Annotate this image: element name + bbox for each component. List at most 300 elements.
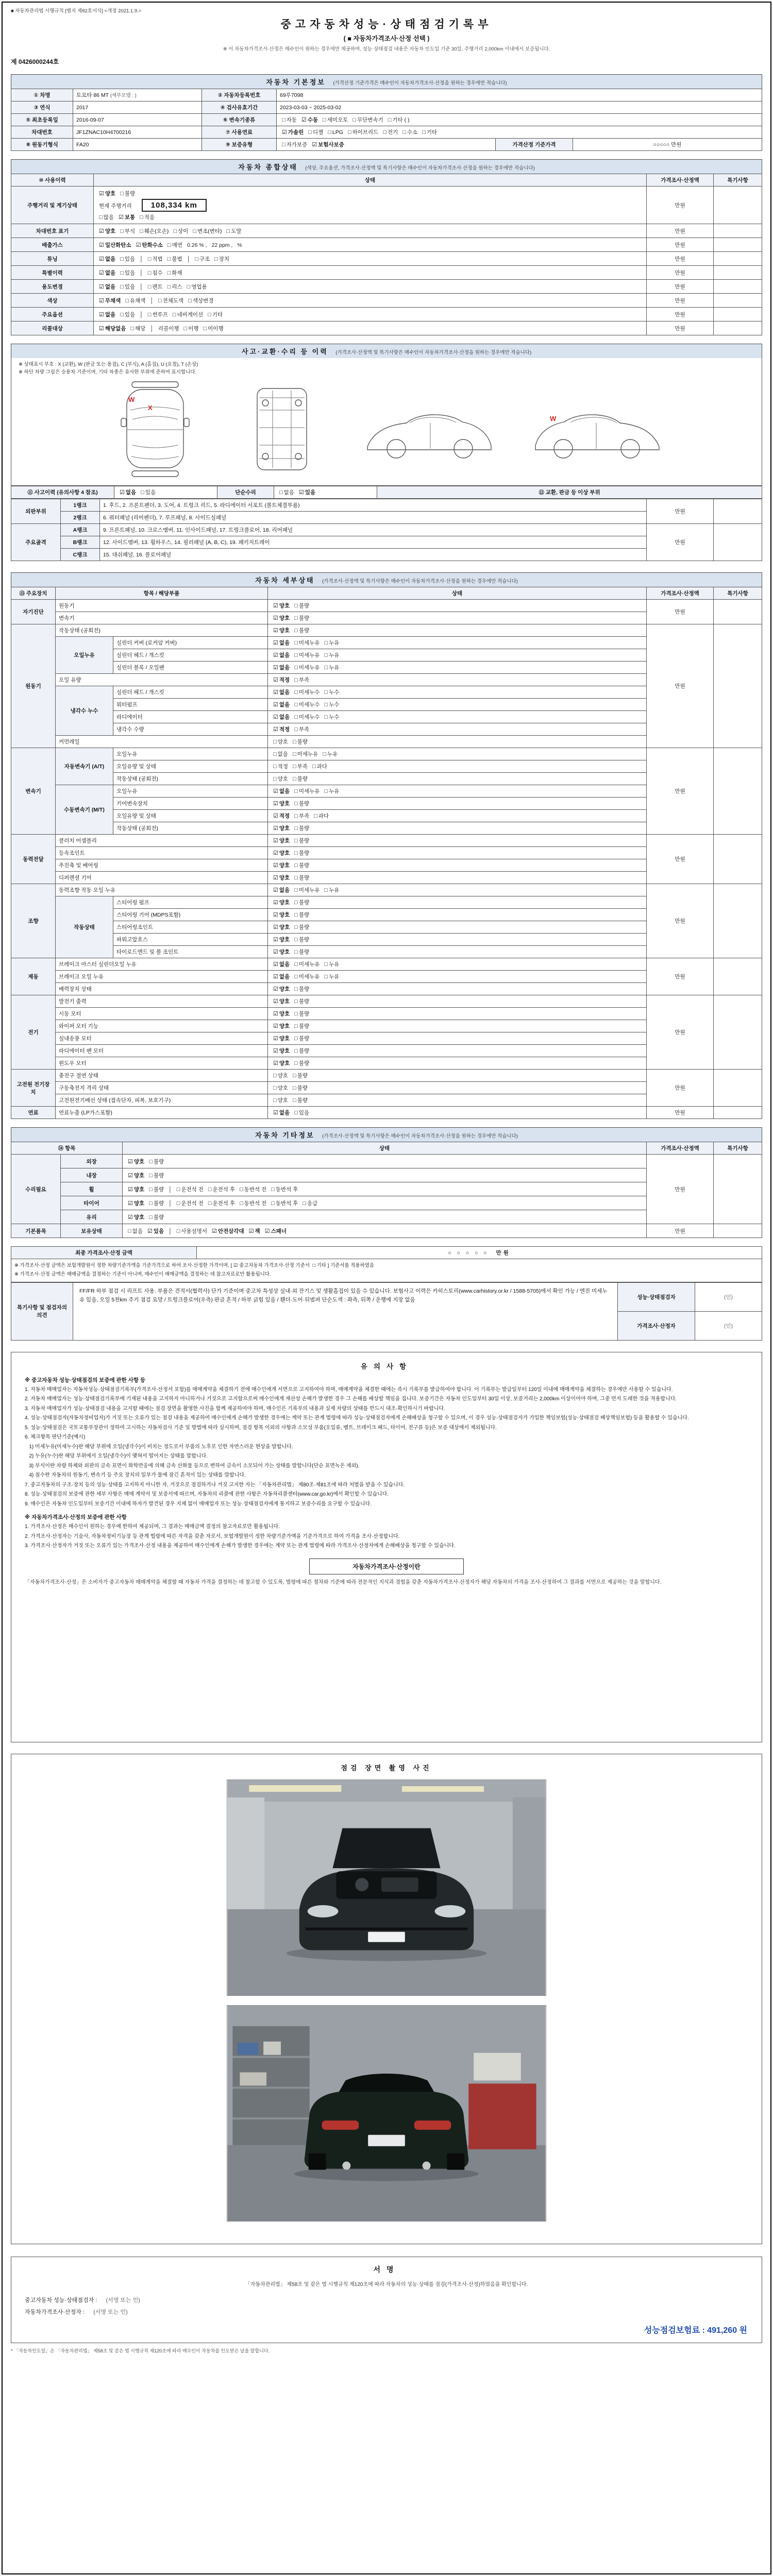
checkbox-매연[interactable]: □ 매연	[167, 242, 182, 248]
check-group	[273, 702, 344, 708]
checkbox-양호[interactable]: ☑ 양호	[128, 1214, 145, 1221]
checkbox-있음[interactable]: □ 있음	[120, 256, 136, 262]
item-state	[268, 798, 647, 810]
checkbox-일산화탄소[interactable]: ☑ 일산화탄소	[99, 242, 131, 248]
checkbox-누유[interactable]: □ 누유	[324, 652, 340, 659]
checkbox-기타[interactable]: □ 기타	[422, 129, 438, 135]
item-state	[268, 723, 647, 736]
checkbox-없음[interactable]: ☑ 없음	[273, 974, 290, 980]
checkbox-네비게이션[interactable]: □ 네비게이션	[172, 311, 204, 318]
checkbox-불량[interactable]: □ 불량	[294, 949, 310, 956]
checkbox-불량[interactable]: □ 불량	[294, 603, 310, 609]
checkbox-양호[interactable]: ☑ 양호	[273, 875, 290, 882]
device-label: 고전원 전기장치	[11, 1070, 56, 1107]
car-diagrams	[19, 376, 754, 481]
checkbox-유채색[interactable]: □ 유채색	[125, 297, 146, 304]
accident-history-row	[11, 486, 762, 499]
checkbox-있음[interactable]: □ 있음	[120, 283, 136, 290]
checkbox-상이[interactable]: □ 상이	[173, 228, 189, 234]
checkbox-양호[interactable]: ☑ 양호	[99, 228, 116, 234]
checkbox-불량[interactable]: □ 불량	[149, 1172, 164, 1179]
checkbox-불량[interactable]: □ 불량	[294, 986, 310, 993]
remark-cell	[714, 1224, 762, 1238]
notice-item: 3) 부식이란 차량 하체와 외판의 금속 표면이 화학반응에 의해 금속 산화물 등으로 변하여 금속이 소모되어 가는 상태를 말합니다(단순 표면녹은 제외).	[25, 1463, 360, 1469]
simple-repair-label: 단순수리	[217, 486, 274, 499]
car-top-frame-diagram	[230, 380, 333, 478]
checkbox-없음[interactable]: ☑ 없음	[273, 1110, 290, 1116]
checkbox-불량[interactable]: □ 불량	[120, 190, 136, 197]
checkbox-불량[interactable]: □ 불량	[294, 838, 310, 844]
price-cell: 만원	[647, 958, 714, 995]
checkbox-양호[interactable]: ☑ 양호	[273, 615, 290, 622]
checkbox-누유[interactable]: □ 누유	[324, 665, 340, 671]
check-group	[128, 1159, 169, 1165]
text-token: │	[140, 311, 143, 318]
checkbox-불량[interactable]: □ 불량	[294, 1060, 310, 1067]
checkbox-누유[interactable]: □ 누유	[323, 751, 338, 758]
check-group	[273, 689, 344, 696]
item-label: 라디에이터 팬 모터	[56, 1045, 268, 1057]
check-group	[273, 1110, 314, 1116]
checkbox-불량[interactable]: □ 불량	[294, 850, 310, 857]
checkbox-적정[interactable]: ☑ 적정	[273, 726, 290, 733]
checkbox-양호[interactable]: ☑ 양호	[273, 603, 290, 609]
checkbox-전기[interactable]: □ 전기	[383, 129, 398, 135]
text-token: │	[150, 297, 154, 304]
checkbox-많음[interactable]: □ 많음	[99, 214, 114, 221]
notice-item: 1. 가격조사·산정은 매수인이 원하는 경우에 한하여 제공되며, 그 결과는 매매금액 결정의 참고자료로만 활용됩니다.	[25, 1524, 280, 1530]
checkbox-사용설명서[interactable]: □ 사용설명서	[176, 1228, 208, 1234]
checkbox-양호[interactable]: ☑ 양호	[273, 912, 290, 919]
item-state	[268, 736, 647, 748]
sub-group-label: 작동상태	[56, 896, 113, 958]
state-line	[128, 1226, 643, 1235]
use-history-label: 용도변경	[11, 280, 94, 294]
item-label: 윈도우 모터	[56, 1057, 268, 1070]
checkbox-누유[interactable]: □ 누유	[324, 788, 340, 795]
checkbox-적법[interactable]: □ 적법	[147, 256, 163, 262]
checkbox-미세누유[interactable]: □ 미세누유	[294, 974, 320, 980]
diagram-note-legend: ※ 하단 차량 그림은 승용차 기준이며, 기타 차종은 유사한 부위에 준하여 표시합니다.	[19, 369, 197, 375]
checkbox-렌트[interactable]: □ 렌트	[147, 283, 163, 290]
rank-parts: 9. 프론트패널, 10. 크로스멤버, 11. 인사이드패널, 17. 트렁크플로어, 18. 리어패널	[100, 524, 647, 536]
use-history-label: 차대번호 표기	[11, 224, 94, 238]
checkbox-양호[interactable]: ☑ 양호	[273, 1036, 290, 1042]
checkbox-도말[interactable]: □ 도말	[226, 228, 242, 234]
checkbox-스패너[interactable]: ☑ 스패너	[264, 1228, 287, 1234]
checkbox-색상변경[interactable]: □ 색상변경	[188, 297, 214, 304]
checkbox-동반석-후[interactable]: □ 동반석 후	[271, 1186, 298, 1193]
checkbox-양호[interactable]: □ 양호	[273, 739, 288, 745]
check-group	[273, 1060, 314, 1066]
checkbox-누수[interactable]: □ 누수	[324, 702, 340, 708]
checkbox-양호[interactable]: ☑ 양호	[128, 1172, 145, 1179]
checkbox-동반석-전[interactable]: □ 동반석 전	[240, 1200, 267, 1207]
checkbox-운전석-후[interactable]: □ 운전석 후	[208, 1200, 236, 1207]
checkbox-미세누유[interactable]: □ 미세누유	[294, 887, 320, 894]
checkbox-없음[interactable]: ☑ 없음	[99, 256, 116, 262]
text-token: │	[150, 325, 154, 332]
checkbox-적정[interactable]: □ 적정	[273, 764, 288, 770]
checkbox-양호[interactable]: ☑ 양호	[273, 1060, 290, 1067]
checkbox-미세누수[interactable]: □ 미세누수	[294, 702, 320, 708]
detail-row	[11, 835, 762, 847]
checkbox-하이브리드[interactable]: □ 하이브리드	[347, 129, 379, 135]
checkbox-운전석-전[interactable]: □ 운전석 전	[176, 1186, 204, 1193]
check-group	[99, 191, 140, 197]
check-group	[99, 298, 150, 304]
notice-item: 8. 성능·상태점검의 보증에 관한 세부 사항은 매매 계약서 및 보증서에 따르며, 자동차의 리콜에 관한 사항은 자동차리콜센터(www.car.go.kr)에서 확인할 수 있습니다.	[25, 1492, 389, 1498]
checkbox-보통[interactable]: ☑ 보통	[118, 214, 136, 221]
check-group	[128, 1173, 169, 1179]
notice-title: 유의사항	[360, 1362, 413, 1370]
checkbox-불량[interactable]: □ 불량	[292, 1085, 308, 1092]
checkbox-불량[interactable]: □ 불량	[149, 1200, 164, 1207]
checkbox-양호[interactable]: ☑ 양호	[273, 862, 290, 869]
etc-item-label: 외장	[61, 1155, 123, 1168]
checkbox-불량[interactable]: □ 불량	[294, 1023, 310, 1030]
checkbox-없음[interactable]: ☑ 없음	[273, 961, 290, 968]
checkbox-기타-(-)[interactable]: □ 기타 ( )	[388, 117, 410, 123]
checkbox-전체도색[interactable]: □ 전체도색	[158, 297, 184, 304]
checkbox-누유[interactable]: □ 누유	[324, 974, 340, 980]
checkbox-침수[interactable]: □ 침수	[147, 269, 163, 276]
checkbox-동반석-전[interactable]: □ 동반석 전	[240, 1186, 267, 1193]
checkbox-양호[interactable]: ☑ 양호	[128, 1200, 145, 1207]
notice-item: ※ 가격조사·산정 금액은 매매금액을 결정하는 기준이 아니며, 매수인이 매매금액을 결정하는 데 참고자료로만 활용됩니다.	[14, 1272, 271, 1278]
item-label: 작동상태 (공회전)	[113, 773, 268, 785]
checkbox-누유[interactable]: □ 누유	[324, 961, 340, 968]
section-basic-info	[11, 74, 762, 151]
checkbox-누유[interactable]: □ 누유	[324, 640, 340, 647]
checkbox-세미오토[interactable]: □ 세미오토	[323, 117, 348, 123]
checkbox-있음[interactable]: □ 있음	[141, 489, 156, 496]
checkbox-양호[interactable]: □ 양호	[273, 1097, 288, 1104]
checkbox-해당[interactable]: □ 해당	[130, 325, 146, 332]
state-line	[128, 1171, 643, 1180]
checkbox-없음[interactable]: ☑ 없음	[120, 489, 137, 496]
checkbox-영업용[interactable]: □ 영업용	[187, 283, 207, 290]
checkbox-없음[interactable]: ☑ 없음	[99, 311, 116, 318]
remark-cell	[714, 524, 762, 561]
item-state	[268, 662, 647, 674]
checkbox-양호[interactable]: □ 양호	[273, 776, 288, 783]
check-group	[273, 862, 314, 869]
detail-row	[11, 1070, 762, 1082]
checkbox-없음[interactable]: ☑ 없음	[99, 269, 116, 276]
check-group	[273, 739, 312, 745]
checkbox-불량[interactable]: □ 불량	[294, 825, 310, 832]
checkbox-양호[interactable]: ☑ 양호	[273, 838, 290, 844]
col-etc-price: 가격조사·산정액	[647, 1142, 714, 1155]
check-group	[195, 256, 234, 262]
checkbox-없음[interactable]: ☑ 없음	[273, 652, 290, 659]
device-label: 조향	[11, 884, 56, 958]
checkbox-불량[interactable]: □ 불량	[149, 1158, 164, 1165]
checkbox-불량[interactable]: □ 불량	[294, 998, 310, 1005]
rank-parts: 12. 사이드멤버, 13. 휠하우스, 14. 필러패널 (A, B, C), 19. 패키지트레이	[100, 536, 647, 549]
checkbox-미세누수[interactable]: □ 미세누수	[294, 714, 320, 721]
item-label: 원동기	[56, 600, 268, 612]
price-cell: 만원	[647, 748, 714, 835]
checkbox-없음[interactable]: ☑ 없음	[273, 788, 290, 795]
checkbox-누수[interactable]: □ 누수	[324, 689, 340, 696]
checkbox-미세누유[interactable]: □ 미세누유	[294, 665, 320, 671]
checkbox-LPG[interactable]: □ LPG	[328, 129, 343, 135]
checkbox-미세누유[interactable]: □ 미세누유	[294, 961, 320, 968]
check-group	[273, 813, 333, 819]
checkbox-수동[interactable]: ☑ 수동	[301, 117, 318, 123]
overall-row	[11, 321, 762, 335]
rank-label: 1랭크	[61, 499, 100, 512]
page-subtitle: ( ■ 자동차가격조사·산정 선택 )	[343, 35, 430, 42]
state-line	[99, 212, 643, 222]
checkbox-양호[interactable]: ☑ 양호	[273, 900, 290, 906]
checkbox-부족[interactable]: □ 부족	[294, 677, 310, 684]
checkbox-적음[interactable]: □ 적음	[140, 214, 155, 221]
checkbox-누유[interactable]: □ 누유	[324, 887, 340, 894]
checkbox-썬루프[interactable]: □ 썬루프	[147, 311, 168, 318]
damage-mark-rear-quarter: W	[550, 415, 557, 423]
checkbox-불법[interactable]: □ 불법	[167, 256, 182, 262]
checkbox-불량[interactable]: □ 불량	[149, 1186, 164, 1193]
checkbox-양호[interactable]: ☑ 양호	[273, 628, 290, 634]
checkbox-양호[interactable]: ☑ 양호	[128, 1186, 145, 1193]
rank-label: 2랭크	[61, 512, 100, 524]
item-state	[268, 1107, 647, 1119]
checkbox-보험사보증[interactable]: ☑ 보험사보증	[312, 142, 344, 148]
checkbox-양호[interactable]: ☑ 양호	[273, 998, 290, 1005]
checkbox-있음[interactable]: ☑ 있음	[147, 1228, 164, 1234]
use-history-state	[94, 294, 647, 308]
checkbox-구조[interactable]: □ 구조	[195, 256, 210, 262]
checkbox-동반석-후[interactable]: □ 동반석 후	[271, 1200, 298, 1207]
basic-info-note: (가격산정 기준가격은 매수인이 자동차가격조사·산정을 원하는 경우에만 적습니다)	[333, 80, 507, 86]
checkbox-양호[interactable]: ☑ 양호	[273, 1023, 290, 1030]
checkbox-미세누유[interactable]: □ 미세누유	[294, 640, 320, 647]
checkbox-과다[interactable]: □ 과다	[314, 813, 329, 820]
checkbox-화재[interactable]: □ 화재	[167, 269, 182, 276]
inspector-signature-placeholder: (서명 또는 인)	[106, 2297, 140, 2303]
price-cell: 만원	[647, 1070, 714, 1107]
check-group	[273, 1097, 312, 1104]
checkbox-무채색[interactable]: ☑ 무채색	[99, 297, 121, 304]
checkbox-적정[interactable]: ☑ 적정	[273, 677, 290, 684]
checkbox-기타[interactable]: □ 기타	[208, 311, 223, 318]
checkbox-불량[interactable]: □ 불량	[292, 1097, 308, 1104]
item-label: 실내송풍 모터	[56, 1032, 268, 1045]
checkbox-양호[interactable]: ☑ 양호	[273, 949, 290, 956]
checkbox-부족[interactable]: □ 부족	[292, 764, 308, 770]
checkbox-양호[interactable]: ☑ 양호	[99, 190, 116, 197]
checkbox-있음[interactable]: □ 있음	[120, 269, 136, 276]
col-use-history: ⑩ 사용이력	[11, 174, 94, 187]
section-photos	[11, 1754, 762, 2244]
checkbox-이행[interactable]: □ 이행	[183, 325, 199, 332]
checkbox-없음[interactable]: ☑ 없음	[273, 887, 290, 894]
checkbox-불량[interactable]: □ 불량	[149, 1214, 164, 1221]
checkbox-미세누유[interactable]: □ 미세누유	[294, 652, 320, 659]
item-state	[268, 773, 647, 785]
checkbox-양호[interactable]: □ 양호	[273, 1073, 288, 1079]
checkbox-불량[interactable]: □ 불량	[292, 739, 308, 745]
item-label: 기어변속장치	[113, 798, 268, 810]
check-group	[273, 850, 314, 856]
checkbox-미세누수[interactable]: □ 미세누수	[294, 689, 320, 696]
checkbox-불량[interactable]: □ 불량	[294, 1036, 310, 1042]
remark-cell	[714, 884, 762, 958]
checkbox-없음[interactable]: ☑ 없음	[273, 665, 290, 671]
checkbox-불량[interactable]: □ 불량	[294, 862, 310, 869]
checkbox-불량[interactable]: □ 불량	[294, 628, 310, 634]
sub-group-label: 자동변속기 (A/T)	[56, 748, 113, 785]
checkbox-없음[interactable]: □ 없음	[279, 489, 294, 496]
item-label: 클러치 어셈블리	[56, 835, 268, 847]
price-cell: 만원	[647, 835, 714, 884]
notice-item: 4) 침수란 자동차의 원동기, 변속기 등 주요 장치의 일부가 물에 잠긴 흔적이 있는 상태를 말합니다.	[25, 1472, 246, 1479]
overall-row	[11, 266, 762, 280]
state-line	[128, 1184, 643, 1194]
checkbox-안전삼각대[interactable]: ☑ 안전삼각대	[212, 1228, 244, 1234]
inspection-period-value: 2023-03-03 ~ 2025-03-02	[277, 101, 762, 114]
checkbox-양호[interactable]: □ 양호	[273, 1085, 288, 1092]
overall-band	[11, 159, 762, 174]
checkbox-없음[interactable]: ☑ 없음	[273, 640, 290, 647]
item-state	[268, 958, 647, 971]
checkbox-불량[interactable]: □ 불량	[292, 776, 308, 783]
checkbox-양호[interactable]: ☑ 양호	[273, 825, 290, 832]
checkbox-응급[interactable]: □ 응급	[303, 1200, 318, 1207]
section-overall-condition	[11, 159, 762, 335]
checkbox-장치[interactable]: □ 장치	[214, 256, 230, 262]
item-label: 추진축 및 베어링	[56, 859, 268, 872]
checkbox-없음[interactable]: ☑ 없음	[273, 702, 290, 708]
item-label: 오일유량 및 상태	[113, 810, 268, 822]
checkbox-있음[interactable]: ☑ 있음	[298, 489, 316, 496]
item-label: 스티어링 기어 (MDPS포함)	[113, 909, 268, 921]
item-state	[268, 637, 647, 649]
checkbox-운전석-전[interactable]: □ 운전석 전	[176, 1200, 204, 1207]
checkbox-없음[interactable]: ☑ 없음	[273, 689, 290, 696]
checkbox-양호[interactable]: ☑ 양호	[273, 986, 290, 993]
check-group	[273, 751, 342, 757]
text-token: │	[140, 269, 143, 276]
check-group	[273, 875, 314, 881]
checkbox-없음[interactable]: □ 없음	[128, 1228, 143, 1234]
item-state	[268, 1020, 647, 1032]
checkbox-양호[interactable]: ☑ 양호	[128, 1158, 145, 1165]
checkbox-불량[interactable]: □ 불량	[294, 615, 310, 622]
checkbox-불량[interactable]: □ 불량	[294, 937, 310, 943]
opinion-table	[11, 1282, 762, 1341]
check-group	[177, 1228, 291, 1234]
checkbox-디젤[interactable]: □ 디젤	[308, 129, 324, 135]
checkbox-운전석-후[interactable]: □ 운전석 후	[208, 1186, 236, 1193]
checkbox-불량[interactable]: □ 불량	[294, 924, 310, 931]
page-title: 중고자동차성능·상태점검기록부	[280, 19, 493, 30]
price-cell: 만원	[647, 995, 714, 1070]
checkbox-탄화수소[interactable]: ☑ 탄화수소	[136, 242, 163, 248]
rank-label: A랭크	[61, 524, 100, 536]
check-group	[99, 228, 246, 234]
state-line	[99, 324, 643, 333]
checkbox-미세누유[interactable]: □ 미세누유	[292, 751, 318, 758]
checkbox-있음[interactable]: □ 있음	[120, 311, 136, 318]
state-line	[99, 240, 643, 249]
item-state	[268, 748, 647, 760]
damage-mark-front-fender: W	[128, 396, 135, 404]
checkbox-불량[interactable]: □ 불량	[294, 801, 310, 807]
item-label: 커먼레일	[56, 736, 268, 748]
checkbox-잭[interactable]: ☑ 잭	[248, 1228, 260, 1234]
checkbox-자동[interactable]: □ 자동	[282, 117, 297, 123]
check-group	[273, 974, 344, 980]
checkbox-변조(변타)[interactable]: □ 변조(변타)	[193, 228, 222, 234]
checkbox-불량[interactable]: □ 불량	[294, 900, 310, 906]
checkbox-해당없음[interactable]: ☑ 해당없음	[99, 325, 126, 332]
state-line	[99, 226, 643, 235]
checkbox-양호[interactable]: ☑ 양호	[273, 1011, 290, 1018]
etc-item-state	[123, 1155, 647, 1168]
item-state	[268, 674, 647, 686]
price-cell: 만원	[647, 1107, 714, 1119]
checkbox-리스[interactable]: □ 리스	[167, 283, 182, 290]
checkbox-없음[interactable]: ☑ 없음	[273, 714, 290, 721]
checkbox-과다[interactable]: □ 과다	[312, 764, 327, 770]
checkbox-불량[interactable]: □ 불량	[294, 1011, 310, 1018]
final-price-label: 최종 가격조사·산정 금액	[11, 1247, 197, 1259]
checkbox-불량[interactable]: □ 불량	[292, 1073, 308, 1079]
checkbox-미이행[interactable]: □ 미이행	[203, 325, 224, 332]
check-group	[120, 489, 160, 496]
checkbox-부족[interactable]: □ 부족	[294, 813, 310, 820]
checkbox-없음[interactable]: □ 없음	[273, 751, 288, 758]
checkbox-훼손(오손)[interactable]: □ 훼손(오손)	[140, 228, 169, 234]
checkbox-부족[interactable]: □ 부족	[294, 726, 310, 733]
checkbox-수소[interactable]: □ 수소	[402, 129, 418, 135]
remark-cell	[714, 224, 762, 238]
checkbox-양호[interactable]: ☑ 양호	[273, 801, 290, 807]
inspector-opinion-text: FF/FR 하부 점검 시 리프트 사용. 부품은 견적서(협력사) 단가 기준이며 중고차 특성상 실내·외 잔기스 및 생활흠집이 있을 수 있습니다. 보험사고 이력은 카히스토리(www.carhistory.or.kr / 1588-5705)에서 확인 가능 / 엔진 미세누유 있음, 오일 5천km 주기 점검 요망 / 트렁크플로어(우측) 판금 흔적 / 하부 긁힘 있음 / 휀더·도어·뒤범퍼 단순도색 : 좌측, 뒤쪽 / 운행에 지장 없음	[73, 1282, 618, 1340]
checkbox-있음[interactable]: □ 있음	[294, 1110, 310, 1116]
checkbox-양호[interactable]: ☑ 양호	[273, 924, 290, 931]
checkbox-양호[interactable]: ☑ 양호	[273, 937, 290, 943]
checkbox-불량[interactable]: □ 불량	[294, 912, 310, 919]
accident-history-label: ⑪ 사고이력 (유의사항 4 참조)	[11, 486, 114, 499]
checkbox-없음[interactable]: ☑ 없음	[99, 283, 116, 290]
rank-label: B랭크	[61, 536, 100, 549]
checkbox-적정[interactable]: ☑ 적정	[273, 813, 290, 820]
checkbox-누수[interactable]: □ 누수	[324, 714, 340, 721]
checkbox-부식[interactable]: □ 부식	[120, 228, 136, 234]
checkbox-미세누유[interactable]: □ 미세누유	[294, 788, 320, 795]
checkbox-양호[interactable]: ☑ 양호	[273, 1048, 290, 1055]
checkbox-양호[interactable]: ☑ 양호	[273, 850, 290, 857]
reg-no-value: 69루7098	[277, 89, 762, 101]
checkbox-불량[interactable]: □ 불량	[294, 1048, 310, 1055]
checkbox-자가보증[interactable]: □ 자가보증	[282, 142, 308, 148]
item-state	[268, 649, 647, 662]
checkbox-불량[interactable]: □ 불량	[294, 875, 310, 882]
check-group	[148, 270, 187, 276]
item-label: 구동축전지 격리 상태	[56, 1082, 268, 1094]
checkbox-무단변속기[interactable]: □ 무단변속기	[352, 117, 383, 123]
price-cell: 만원	[647, 524, 714, 561]
check-group	[99, 214, 159, 221]
checkbox-가솔린[interactable]: ☑ 가솔린	[282, 129, 304, 135]
price-cell: 만원	[647, 1155, 714, 1224]
detail-row	[11, 1107, 762, 1119]
